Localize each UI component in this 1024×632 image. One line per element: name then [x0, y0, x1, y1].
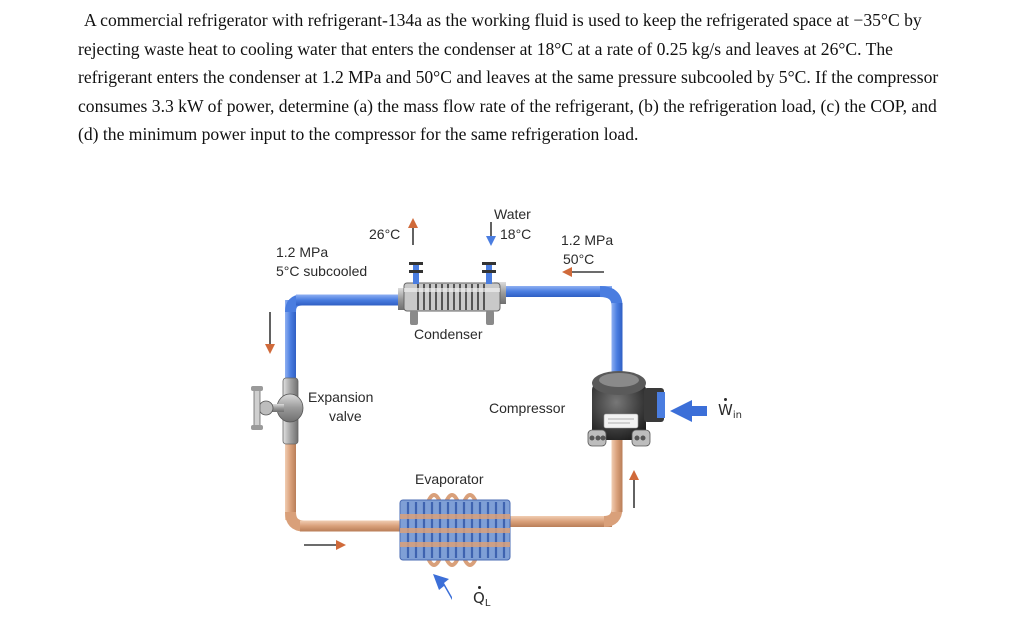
problem-text: A commercial refrigerator with refrigerant-134a as the working fluid is used to keep the refrigerated space at −35°C by rejecting waste heat to cooling water that enters the condenser at 18°C at a rate of 0.25 kg/s and leaves at 26°C. The refrigerant enters the condenser at 1.2 MPa and 50°C and leaves at the same pressure subcooled by 5°C. If the compressor consumes 3.3 kW of power, determine (a) the mass flow rate of the refrigerant, (b) the refrigeration load, (c) the COP, and (d) the minimum power input to the compressor for the same refrigeration load. — [78, 10, 939, 145]
condenser-inlet-pressure: 1.2 MPa — [561, 232, 614, 248]
expansion-valve-label-line2: valve — [329, 408, 362, 424]
compressor — [588, 371, 665, 446]
evaporator — [400, 495, 510, 565]
condenser-label: Condenser — [414, 326, 483, 342]
expansion-valve-label-line1: Expansion — [308, 389, 374, 405]
work-input-arrow — [670, 400, 707, 422]
condenser-outlet-pressure: 1.2 MPa — [276, 244, 329, 260]
refrigerant-in-arrow — [562, 267, 604, 277]
heat-input-arrow — [433, 574, 452, 600]
water-out-arrow — [408, 218, 418, 245]
water-label: Water — [494, 206, 531, 222]
compressor-label: Compressor — [489, 400, 566, 416]
refrigerant-right-arrow — [304, 540, 346, 550]
heat-load-symbol — [473, 589, 490, 609]
heat-subscript: L — [484, 598, 491, 609]
refrigerant-up-arrow — [629, 470, 639, 508]
expansion-valve — [251, 378, 303, 444]
condenser-outlet-state: 5°C subcooled — [276, 263, 368, 279]
water-in-arrow — [486, 222, 496, 246]
work-symbol: W — [718, 401, 733, 419]
heat-symbol: Q — [473, 589, 485, 607]
refrigerant-down-arrow — [265, 312, 275, 354]
work-subscript: in — [732, 410, 742, 421]
condenser — [398, 262, 506, 325]
water-out-temp: 26°C — [369, 226, 401, 242]
condenser-inlet-temp: 50°C — [563, 251, 595, 267]
evaporator-label: Evaporator — [415, 471, 484, 487]
water-in-temp: 18°C — [500, 226, 532, 242]
work-input-symbol — [718, 401, 742, 421]
